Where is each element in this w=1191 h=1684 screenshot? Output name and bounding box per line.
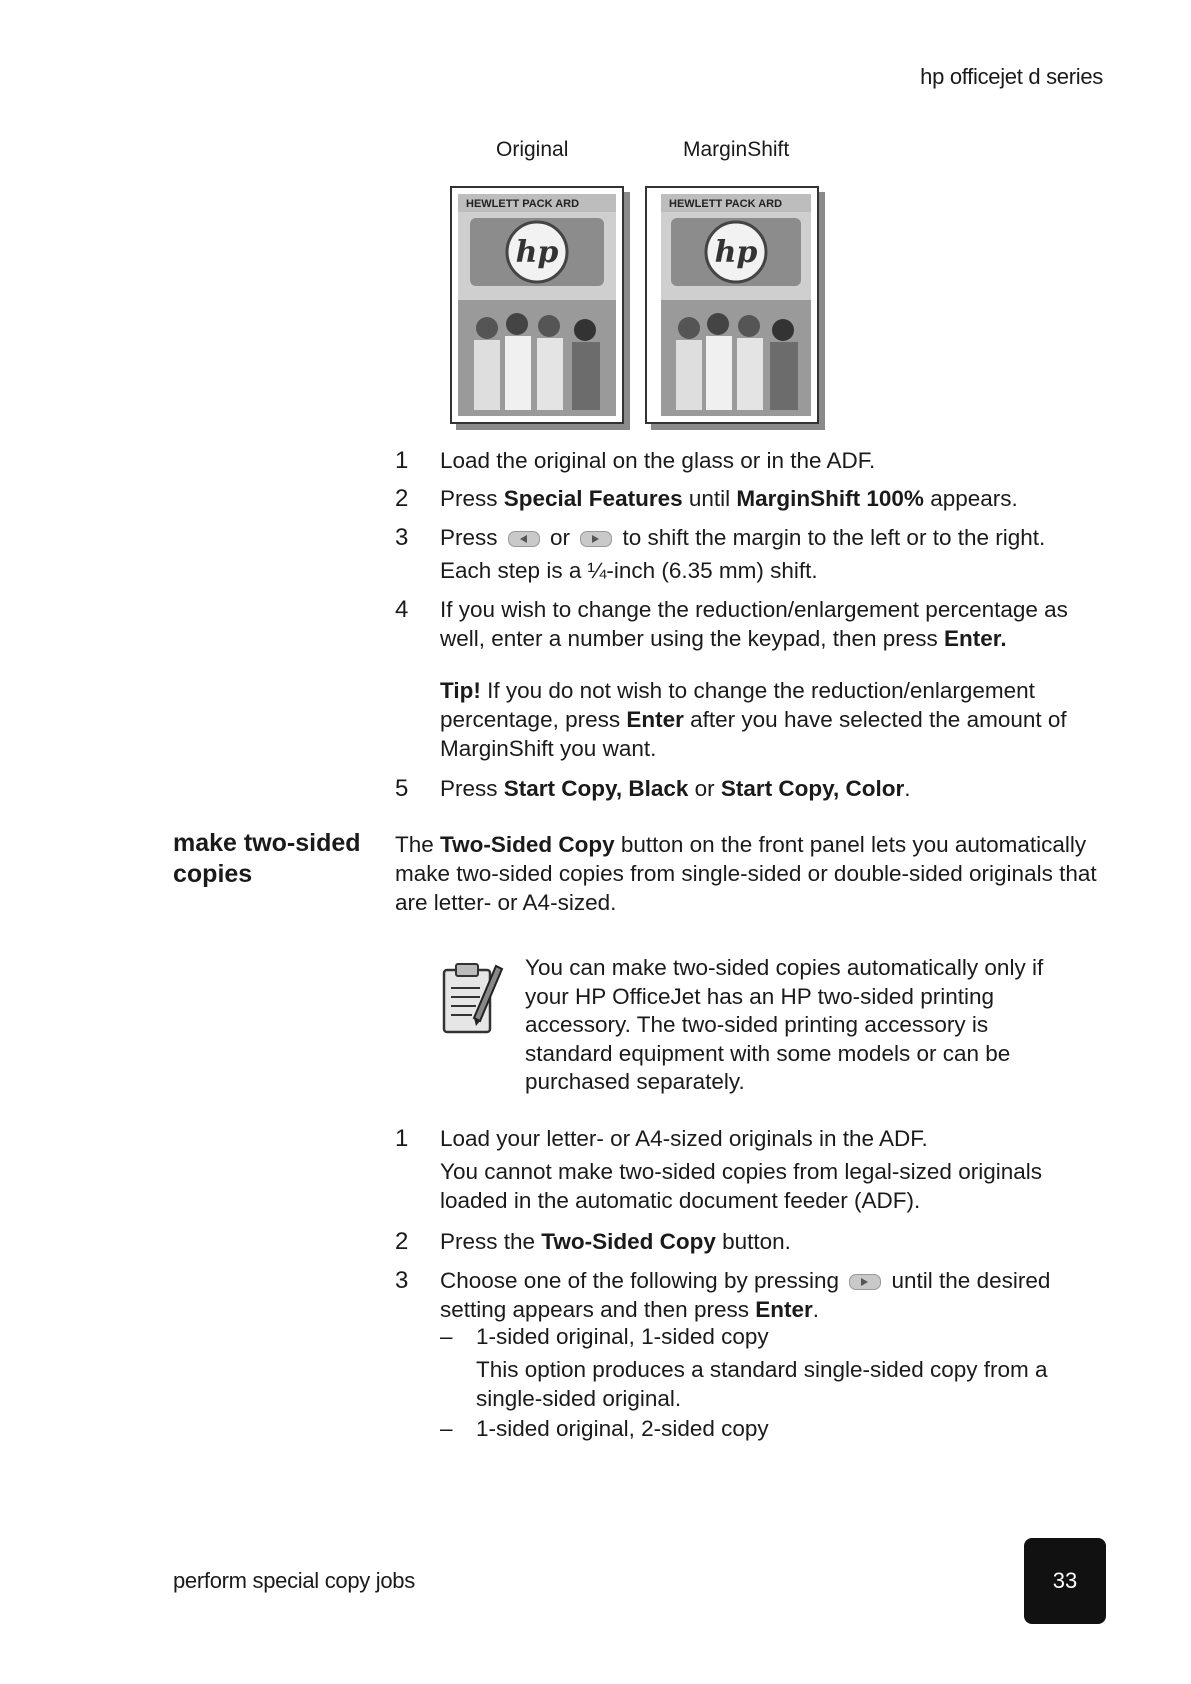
note-text: You can make two-sided copies automatically only if your HP OfficeJet has an HP two-sided printing accessory. The two-sided printing accessory is standard equipment with some models or can be purchased separately. [525,955,1044,1094]
caption-marginshift: MarginShift [683,138,790,161]
margin-step-2: 2 Press Special Features until MarginShift 100% appears. [395,485,1018,512]
section-intro: The Two-Sided Copy button on the front panel lets you automatically make two-sided copies from single-sided or double-sided originals that are letter- or A4-sized. [395,832,1097,915]
tip: Tip! If you do not wish to change the reduction/enlargement percentage, press Enter after you have selected the amount of MarginShift you want. [440,678,1067,761]
hp-logo: hp [714,235,758,270]
right-arrow-button-icon [849,1274,881,1290]
hp-logo: hp [515,235,559,270]
option-1: – 1-sided original, 1-sided copy This option produces a standard single-sided copy from a single-sided original. [440,1324,1048,1411]
original-photo [450,186,624,424]
duplex-step-3: 3 Choose one of the following by pressing until the desired setting appears and then press Enter. [395,1267,1051,1322]
footer-section-title: perform special copy jobs [173,1568,415,1593]
photo-label: HEWLETT PACK ARD [466,198,580,210]
left-arrow-button-icon [508,531,540,547]
note-clipboard-icon [440,958,504,1038]
duplex-step-1: 1 Load your letter- or A4-sized originals in the ADF. You cannot make two-sided copies from legal-sized originals loaded in the automatic document feeder (ADF). [395,1125,1042,1213]
margin-step-1: 1 Load the original on the glass or in the ADF. [395,447,876,474]
running-header: hp officejet d series [920,64,1103,89]
section-heading: make two-sided copies [173,829,361,888]
option-2: – 1-sided original, 2-sided copy [440,1416,769,1441]
margin-step-4: 4 If you wish to change the reduction/enlargement percentage as well, enter a number using the keypad, then press Enter. [395,596,1068,651]
marginshift-photo [645,186,819,424]
photo-label: HEWLETT PACK ARD [669,198,783,210]
right-arrow-button-icon [580,531,612,547]
page-number: 33 [1024,1538,1106,1624]
margin-step-5: 5 Press Start Copy, Black or Start Copy, Color. [395,775,911,802]
duplex-step-2: 2 Press the Two-Sided Copy button. [395,1228,791,1255]
caption-original: Original [496,138,569,161]
margin-step-3: 3 Press or to shift the margin to the left or to the right. Each step is a ¼-inch (6.35 mm) shift. [395,524,1046,583]
